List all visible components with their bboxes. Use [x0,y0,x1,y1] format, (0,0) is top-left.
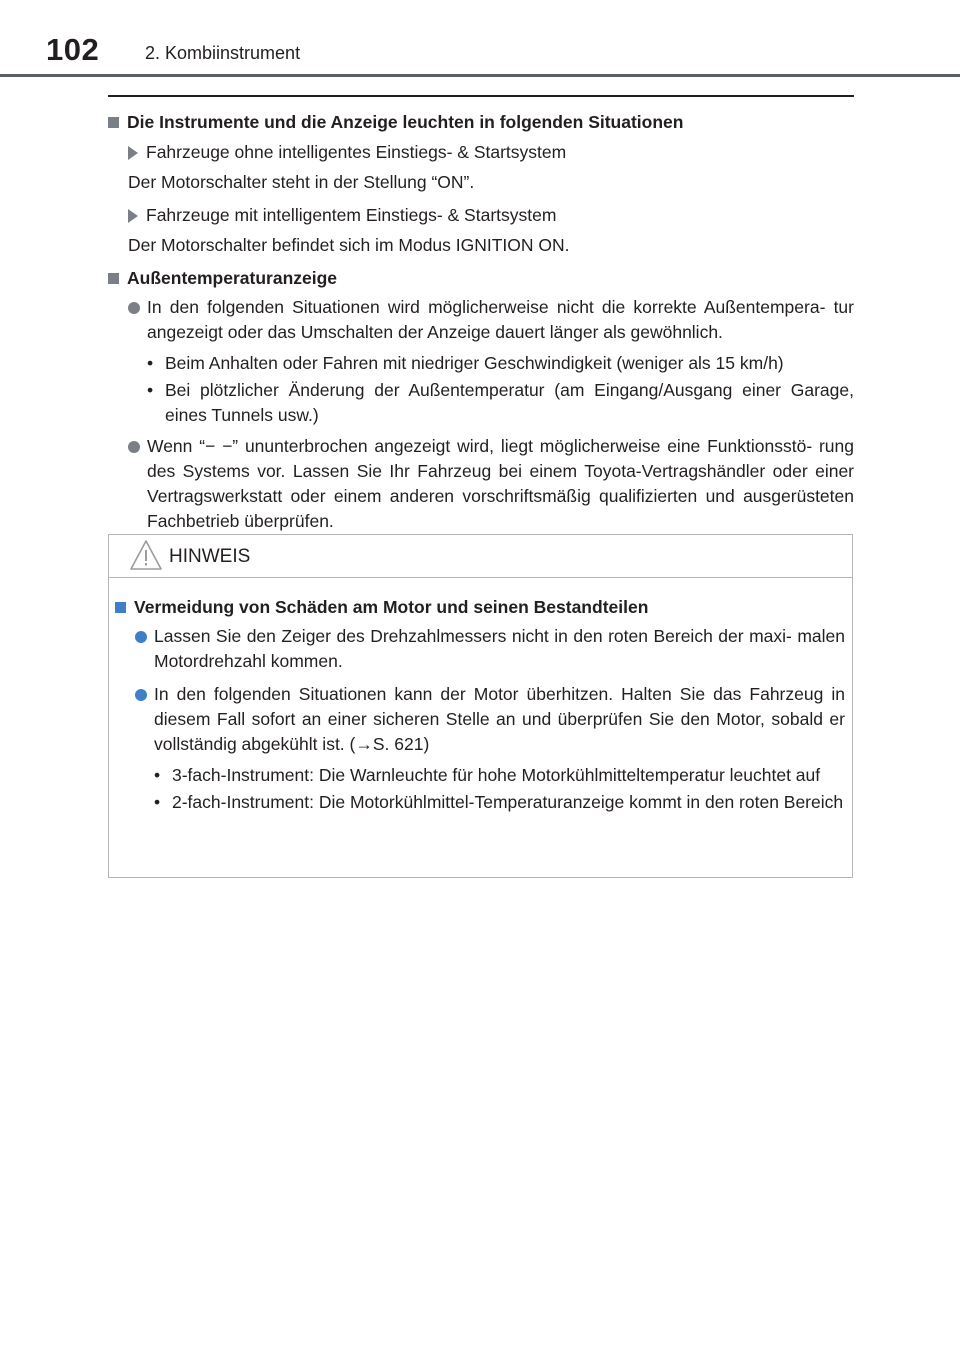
arrow-marker-icon [128,209,138,223]
square-bullet-icon [108,117,119,128]
section-rule [108,95,854,97]
variant-label: Fahrzeuge ohne intelligentes Einstiegs- & Startsystem [146,142,567,162]
bullet-text: In den folgenden Situationen wird möglicherweise nicht die korrekte Außentempera- tur angezeigt oder das Umschalten der Anzeige dauert länger als gewöhnlich. [147,297,854,342]
page-header [0,0,960,76]
bullet-item [128,295,854,345]
notice-section-title: Vermeidung von Schäden am Motor und seinen Bestandteilen [134,597,649,617]
variant-item [128,203,854,228]
section-heading [108,266,854,291]
circle-bullet-icon [135,631,147,643]
variant-item [128,140,854,165]
sub-bullet-text: Bei plötzlicher Änderung der Außentemperatur (am Eingang/Ausgang einer Garage, eines Tunnels usw.) [165,380,854,425]
sub-bullet-text: 2-fach-Instrument: Die Motorkühlmittel-Temperaturanzeige kommt in den roten Bereich [172,792,844,812]
sub-bullet-item: • 3-fach-Instrument: Die Warnleuchte für hohe Motorkühlmitteltemperatur leuchtet auf [154,763,845,788]
circle-bullet-icon [135,689,147,701]
bullet-item [128,434,854,534]
section-heading [108,110,854,135]
circle-bullet-icon [128,302,140,314]
bullet-text: In den folgenden Situationen kann der Motor überhitzen. Halten Sie das Fahrzeug in diesem Fall sofort an einer sicheren Stelle an und überprüfen Sie den Motor, sobald er vollständig abgekühlt ist. (→S. 621) [154,684,845,754]
notice-body [115,591,845,815]
sub-bullet-text: 3-fach-Instrument: Die Warnleuchte für hohe Motorkühlmitteltemperatur leuchtet auf [172,765,821,785]
sub-bullet-item: • 2-fach-Instrument: Die Motorkühlmittel-Temperaturanzeige kommt in den roten Bereich [154,790,845,815]
warning-triangle-icon [129,539,163,576]
bullet-item [135,682,845,757]
notice-header [109,535,852,578]
bullet-text: Wenn “− −” ununterbrochen angezeigt wird, liegt möglicherweise eine Funktionsstö- rung des Systems vor. Lassen Sie Ihr Fahrzeug bei einem Toyota-Vertragshändler oder einer Vertragswerkstatt oder einem anderen vorschriftsmäßig qualifizierten und ausgerüsteten Fachbetrieb überprüfen. [147,436,854,531]
paragraph: Der Motorschalter befindet sich im Modus IGNITION ON. [128,235,570,255]
section-title: Außentemperaturanzeige [127,268,338,288]
square-bullet-icon [108,273,119,284]
chapter-title: 2. Kombiinstrument [145,43,301,63]
variant-label: Fahrzeuge mit intelligentem Einstiegs- & Startsystem [146,205,557,225]
sub-bullet-item: • Bei plötzlicher Änderung der Außentemperatur (am Eingang/Ausgang einer Garage, eines Tunnels usw.) [147,378,854,428]
sub-bullet-item: • Beim Anhalten oder Fahren mit niedriger Geschwindigkeit (weniger als 15 km/h) [147,351,854,376]
main-content [108,106,854,540]
header-divider [0,74,960,77]
square-bullet-icon [115,602,126,613]
circle-bullet-icon [128,441,140,453]
sub-bullet-text: Beim Anhalten oder Fahren mit niedriger Geschwindigkeit (weniger als 15 km/h) [165,353,784,373]
bullet-text: Lassen Sie den Zeiger des Drehzahlmessers nicht in den roten Bereich der maxi- malen Motordrehzahl kommen. [154,626,845,671]
page-number: 102 [46,32,100,67]
paragraph: Der Motorschalter steht in der Stellung “ON”. [128,172,475,192]
arrow-marker-icon [128,146,138,160]
notice-section-heading [115,595,845,620]
notice-title: HINWEIS [169,546,251,567]
section-title: Die Instrumente und die Anzeige leuchten in folgenden Situationen [127,112,684,132]
notice-box [108,534,853,878]
bullet-item [135,624,845,674]
